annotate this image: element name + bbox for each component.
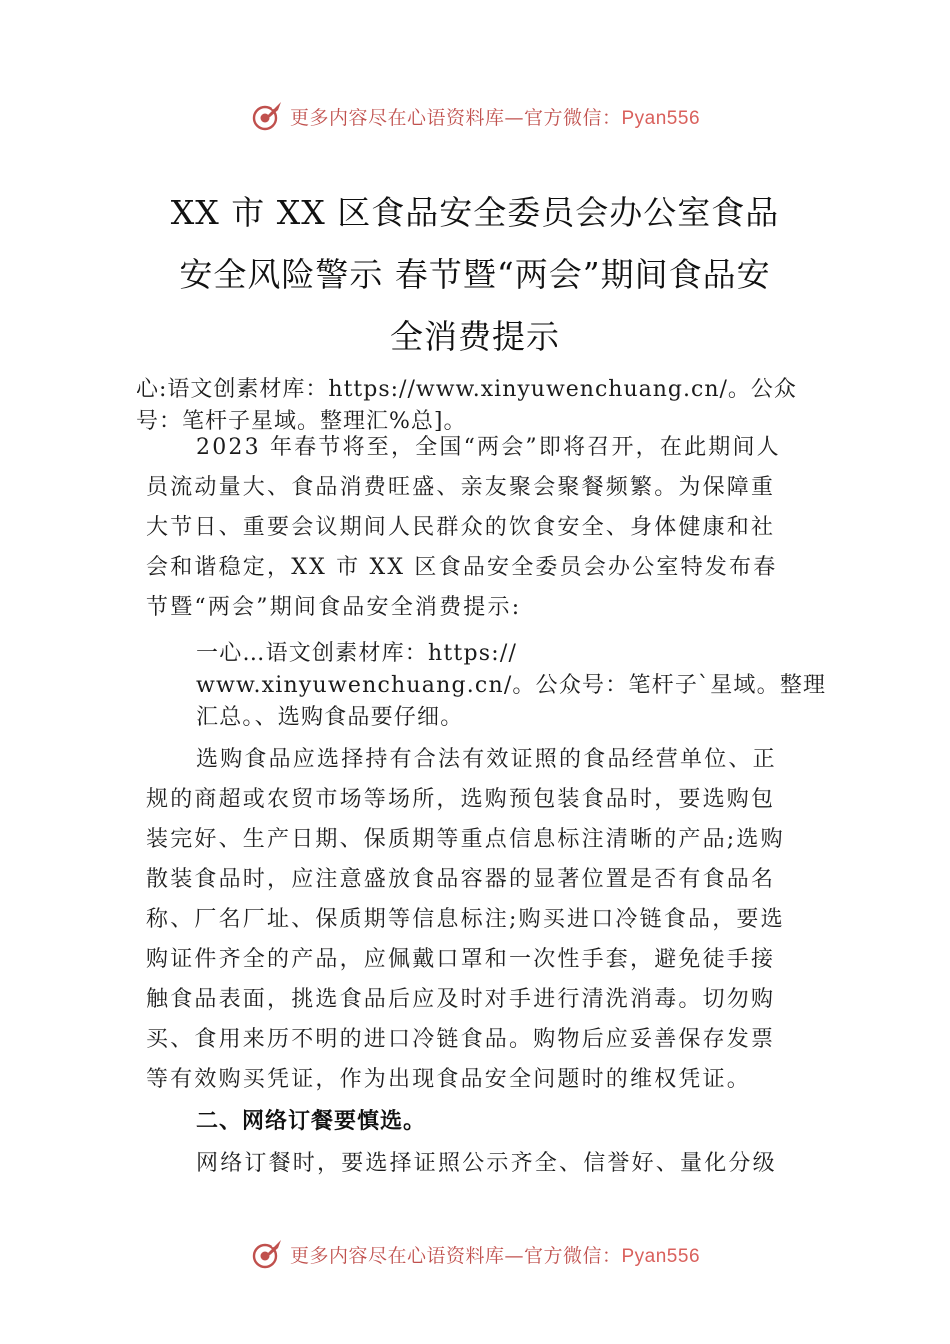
banner-brand: Pyan556 xyxy=(621,1245,701,1267)
quill-logo-icon xyxy=(250,1237,284,1271)
paragraph-line: 触食品表面，挑选食品后应及时对手进行清洗消毒。切勿购 xyxy=(146,987,776,1012)
section-line: 一心…语文创素材库：https:// xyxy=(196,641,518,666)
footer-banner xyxy=(0,1234,950,1274)
paragraph-line: 网络订餐时，要选择证照公示齐全、信誉好、量化分级 xyxy=(196,1151,777,1176)
paragraph-line: 装完好、生产日期、保质期等重点信息标注清晰的产品;选购 xyxy=(146,827,785,852)
banner-brand: Pyan556 xyxy=(621,107,701,129)
section-line: www.xinyuwenchuang.cn/。公众号：笔杆子`星域。整理 xyxy=(196,673,827,698)
title-line: XX 市 XX 区食品安全委员会办公室食品 xyxy=(170,193,780,232)
quill-logo-icon xyxy=(250,99,284,133)
paragraph-line: 购证件齐全的产品，应佩戴口罩和一次性手套，避免徒手接 xyxy=(146,947,776,972)
title-line: 安全风险警示 春节暨“两会”期间食品安 xyxy=(179,255,771,294)
paragraph-line: 等有效购买凭证，作为出现食品安全问题时的维权凭证。 xyxy=(146,1067,752,1092)
paragraph-line: 规的商超或农贸市场等场所，选购预包装食品时，要选购包 xyxy=(146,787,776,812)
shopping-paragraph xyxy=(146,740,818,1100)
paragraph-line: 节暨“两会”期间食品安全消费提示: xyxy=(146,595,522,620)
header-banner xyxy=(0,96,950,136)
online-order-paragraph xyxy=(196,1144,826,1184)
paragraph-line: 大节日、重要会议期间人民群众的饮食安全、身体健康和社 xyxy=(146,515,776,540)
paragraph-line: 2023 年春节将至，全国“两会”即将召开，在此期间人 xyxy=(196,435,781,460)
paragraph-line: 散装食品时，应注意盛放食品容器的显著位置是否有食品名 xyxy=(146,867,776,892)
paragraph-line: 买、食用来历不明的进口冷链食品。购物后应妥善保存发票 xyxy=(146,1027,776,1052)
paragraph-line: 选购食品应选择持有合法有效证照的食品经营单位、正 xyxy=(196,747,777,772)
banner-text: 更多内容尽在心语资料库—官方微信：Pyan556 xyxy=(289,1244,701,1267)
paragraph-line: 员流动量大、食品消费旺盛、亲友聚会聚餐频繁。为保障重 xyxy=(146,475,776,500)
note-line: 号：笔杆子星域。整理汇%总]。 xyxy=(136,409,467,434)
paragraph-line: 称、厂名厂址、保质期等信息标注;购买进口冷链食品，要选 xyxy=(146,907,785,932)
section-two-heading: 二、网络订餐要慎选。 xyxy=(196,1109,427,1134)
note-line: 心:语文创素材库：https://www.xinyuwenchuang.cn/。公众 xyxy=(136,377,797,402)
document-title xyxy=(120,182,830,368)
section-one-heading xyxy=(196,638,826,734)
title-line: 全消费提示 xyxy=(390,317,560,356)
banner-text: 更多内容尽在心语资料库—官方微信：Pyan556 xyxy=(289,106,701,129)
paragraph-line: 会和谐稳定，XX 市 XX 区食品安全委员会办公室特发布春 xyxy=(146,555,778,580)
intro-paragraph xyxy=(146,428,818,628)
section-line: 汇总。、选购食品要仔细。 xyxy=(196,705,464,730)
